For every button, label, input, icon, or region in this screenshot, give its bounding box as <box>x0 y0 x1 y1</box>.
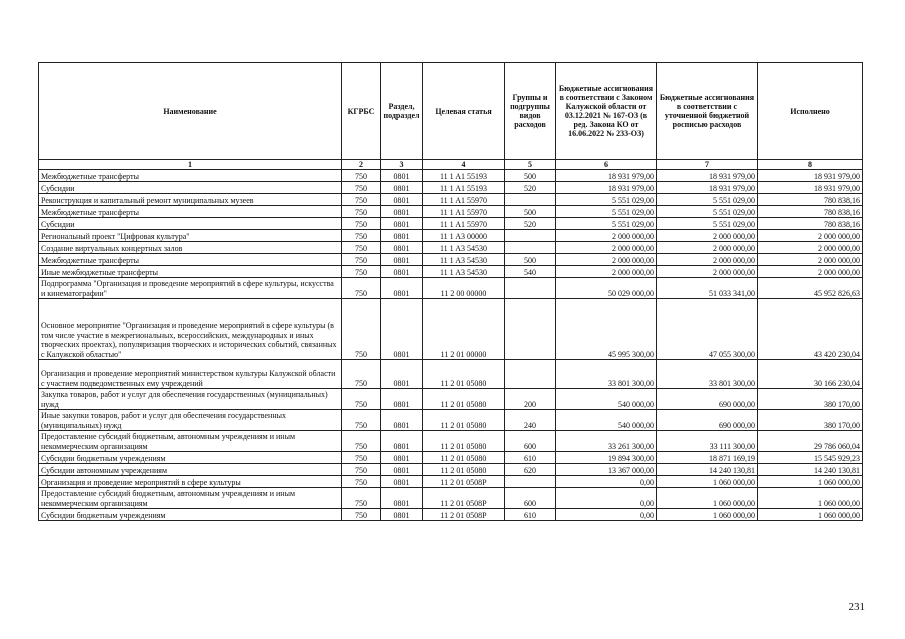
row-group: 600 <box>505 431 556 452</box>
row-executed: 2 000 000,00 <box>758 242 863 254</box>
budget-table <box>38 62 863 521</box>
row-budget: 18 931 979,00 <box>556 182 657 194</box>
row-kgrbs: 750 <box>342 242 381 254</box>
row-budget: 13 367 000,00 <box>556 464 657 476</box>
table-row <box>39 509 863 521</box>
row-name: Создание виртуальных концертных залов <box>39 242 342 254</box>
row-executed: 43 420 230,04 <box>758 299 863 360</box>
table-row <box>39 410 863 431</box>
row-executed: 2 000 000,00 <box>758 254 863 266</box>
row-refined: 2 000 000,00 <box>657 266 758 278</box>
row-executed: 380 170,00 <box>758 389 863 410</box>
row-refined: 5 551 029,00 <box>657 206 758 218</box>
row-refined: 51 033 341,00 <box>657 278 758 299</box>
row-executed: 780 838,16 <box>758 194 863 206</box>
table-row <box>39 182 863 194</box>
row-refined: 1 060 000,00 <box>657 476 758 488</box>
row-section: 0801 <box>381 254 423 266</box>
column-number: 2 <box>342 160 381 170</box>
row-group: 500 <box>505 170 556 182</box>
row-group <box>505 230 556 242</box>
row-budget: 0,00 <box>556 488 657 509</box>
row-kgrbs: 750 <box>342 218 381 230</box>
column-number: 6 <box>556 160 657 170</box>
row-kgrbs: 750 <box>342 389 381 410</box>
column-number: 7 <box>657 160 758 170</box>
row-name: Реконструкция и капитальный ремонт муниципальных музеев <box>39 194 342 206</box>
table-row <box>39 488 863 509</box>
row-kgrbs: 750 <box>342 194 381 206</box>
column-number-row <box>39 160 863 170</box>
row-group: 610 <box>505 509 556 521</box>
row-section: 0801 <box>381 266 423 278</box>
column-number: 5 <box>505 160 556 170</box>
table-row <box>39 476 863 488</box>
row-refined: 18 931 979,00 <box>657 182 758 194</box>
row-group <box>505 278 556 299</box>
row-budget: 45 995 300,00 <box>556 299 657 360</box>
row-target: 11 2 00 00000 <box>423 278 505 299</box>
row-group <box>505 242 556 254</box>
table-row <box>39 170 863 182</box>
row-section: 0801 <box>381 389 423 410</box>
header-refined: Бюджетные ассигнования в соответствии с уточненной бюджетной росписью расходов <box>657 63 758 160</box>
row-kgrbs: 750 <box>342 266 381 278</box>
header-target: Целевая статья <box>423 63 505 160</box>
row-name: Подпрограмма "Организация и проведение мероприятий в сфере культуры, искусства и кинематографии" <box>39 278 342 299</box>
header-budget: Бюджетные ассигнования в соответствии с Законом Калужской области от 03.12.2021 № 167-ОЗ (в ред. Закона КО от 16.06.2022 № 233-ОЗ) <box>556 63 657 160</box>
row-target: 11 2 01 0508Р <box>423 476 505 488</box>
row-target: 11 2 01 05080 <box>423 389 505 410</box>
row-target: 11 1 A1 55970 <box>423 206 505 218</box>
row-executed: 18 931 979,00 <box>758 182 863 194</box>
row-budget: 33 801 300,00 <box>556 360 657 389</box>
row-target: 11 1 A3 54530 <box>423 254 505 266</box>
row-name: Организация и проведение мероприятий в сфере культуры <box>39 476 342 488</box>
table-row <box>39 431 863 452</box>
row-name: Организация и проведение мероприятий министерством культуры Калужской области с участием подведомственных ему учреждений <box>39 360 342 389</box>
row-kgrbs: 750 <box>342 509 381 521</box>
table-row <box>39 230 863 242</box>
row-target: 11 1 A1 55970 <box>423 218 505 230</box>
row-group: 520 <box>505 218 556 230</box>
row-section: 0801 <box>381 194 423 206</box>
row-name: Предоставление субсидий бюджетным, автономным учреждениям и иным некоммерческим организациям <box>39 431 342 452</box>
row-executed: 15 545 929,23 <box>758 452 863 464</box>
row-group: 500 <box>505 254 556 266</box>
row-budget: 50 029 000,00 <box>556 278 657 299</box>
header-executed: Исполнено <box>758 63 863 160</box>
row-kgrbs: 750 <box>342 278 381 299</box>
row-kgrbs: 750 <box>342 360 381 389</box>
row-target: 11 2 01 05080 <box>423 464 505 476</box>
row-group <box>505 360 556 389</box>
table-row <box>39 254 863 266</box>
row-section: 0801 <box>381 182 423 194</box>
row-section: 0801 <box>381 464 423 476</box>
row-refined: 1 060 000,00 <box>657 488 758 509</box>
table-row <box>39 206 863 218</box>
table-body <box>39 170 863 521</box>
row-name: Субсидии <box>39 218 342 230</box>
row-refined: 5 551 029,00 <box>657 218 758 230</box>
row-target: 11 2 01 05080 <box>423 360 505 389</box>
budget-table-sheet <box>38 62 862 521</box>
row-kgrbs: 750 <box>342 254 381 266</box>
row-executed: 380 170,00 <box>758 410 863 431</box>
row-group: 610 <box>505 452 556 464</box>
row-budget: 2 000 000,00 <box>556 266 657 278</box>
row-executed: 1 060 000,00 <box>758 509 863 521</box>
row-executed: 45 952 826,63 <box>758 278 863 299</box>
row-name: Региональный проект "Цифровая культура" <box>39 230 342 242</box>
column-number: 8 <box>758 160 863 170</box>
row-refined: 33 111 300,00 <box>657 431 758 452</box>
row-budget: 0,00 <box>556 476 657 488</box>
table-row <box>39 218 863 230</box>
header-row <box>39 63 863 160</box>
row-executed: 14 240 130,81 <box>758 464 863 476</box>
row-refined: 18 871 169,19 <box>657 452 758 464</box>
row-executed: 1 060 000,00 <box>758 488 863 509</box>
row-kgrbs: 750 <box>342 488 381 509</box>
row-kgrbs: 750 <box>342 431 381 452</box>
column-number: 4 <box>423 160 505 170</box>
row-executed: 780 838,16 <box>758 206 863 218</box>
row-group <box>505 299 556 360</box>
row-kgrbs: 750 <box>342 230 381 242</box>
row-executed: 780 838,16 <box>758 218 863 230</box>
row-budget: 540 000,00 <box>556 410 657 431</box>
row-section: 0801 <box>381 242 423 254</box>
row-kgrbs: 750 <box>342 464 381 476</box>
row-group <box>505 194 556 206</box>
row-target: 11 1 A1 55970 <box>423 194 505 206</box>
row-budget: 2 000 000,00 <box>556 242 657 254</box>
row-budget: 19 894 300,00 <box>556 452 657 464</box>
table-row <box>39 242 863 254</box>
row-budget: 18 931 979,00 <box>556 170 657 182</box>
header-group: Группы и подгруппы видов расходов <box>505 63 556 160</box>
row-refined: 33 801 300,00 <box>657 360 758 389</box>
row-target: 11 2 01 05080 <box>423 431 505 452</box>
row-executed: 18 931 979,00 <box>758 170 863 182</box>
table-row <box>39 389 863 410</box>
table-row <box>39 278 863 299</box>
row-group <box>505 476 556 488</box>
row-section: 0801 <box>381 170 423 182</box>
row-kgrbs: 750 <box>342 452 381 464</box>
row-name: Межбюджетные трансферты <box>39 254 342 266</box>
row-refined: 690 000,00 <box>657 389 758 410</box>
row-name: Межбюджетные трансферты <box>39 170 342 182</box>
row-section: 0801 <box>381 360 423 389</box>
row-refined: 2 000 000,00 <box>657 230 758 242</box>
row-target: 11 1 A3 54530 <box>423 266 505 278</box>
row-budget: 0,00 <box>556 509 657 521</box>
row-target: 11 1 A1 55193 <box>423 170 505 182</box>
row-kgrbs: 750 <box>342 476 381 488</box>
row-name: Иные межбюджетные трансферты <box>39 266 342 278</box>
row-refined: 690 000,00 <box>657 410 758 431</box>
row-budget: 540 000,00 <box>556 389 657 410</box>
row-name: Субсидии <box>39 182 342 194</box>
row-refined: 2 000 000,00 <box>657 254 758 266</box>
row-section: 0801 <box>381 488 423 509</box>
row-section: 0801 <box>381 299 423 360</box>
row-section: 0801 <box>381 452 423 464</box>
row-budget: 2 000 000,00 <box>556 254 657 266</box>
row-target: 11 1 A3 00000 <box>423 230 505 242</box>
row-target: 11 2 01 0508Р <box>423 488 505 509</box>
row-group: 520 <box>505 182 556 194</box>
table-row <box>39 464 863 476</box>
row-name: Иные закупки товаров, работ и услуг для обеспечения государственных (муниципальных) нужд <box>39 410 342 431</box>
row-budget: 5 551 029,00 <box>556 206 657 218</box>
row-section: 0801 <box>381 476 423 488</box>
row-group: 200 <box>505 389 556 410</box>
table-row <box>39 266 863 278</box>
table-row <box>39 194 863 206</box>
row-executed: 30 166 230,04 <box>758 360 863 389</box>
row-executed: 1 060 000,00 <box>758 476 863 488</box>
row-target: 11 2 01 05080 <box>423 410 505 431</box>
table-row <box>39 452 863 464</box>
row-executed: 29 786 060,04 <box>758 431 863 452</box>
row-refined: 14 240 130,81 <box>657 464 758 476</box>
column-number: 1 <box>39 160 342 170</box>
row-section: 0801 <box>381 230 423 242</box>
row-section: 0801 <box>381 206 423 218</box>
row-refined: 2 000 000,00 <box>657 242 758 254</box>
row-name: Закупка товаров, работ и услуг для обеспечения государственных (муниципальных) нужд <box>39 389 342 410</box>
row-target: 11 1 A1 55193 <box>423 182 505 194</box>
row-budget: 2 000 000,00 <box>556 230 657 242</box>
row-kgrbs: 750 <box>342 410 381 431</box>
row-section: 0801 <box>381 431 423 452</box>
column-number: 3 <box>381 160 423 170</box>
row-refined: 18 931 979,00 <box>657 170 758 182</box>
row-budget: 5 551 029,00 <box>556 194 657 206</box>
row-kgrbs: 750 <box>342 170 381 182</box>
row-kgrbs: 750 <box>342 182 381 194</box>
row-section: 0801 <box>381 278 423 299</box>
row-section: 0801 <box>381 509 423 521</box>
row-executed: 2 000 000,00 <box>758 266 863 278</box>
page-number: 231 <box>848 601 865 613</box>
row-group: 540 <box>505 266 556 278</box>
row-group: 500 <box>505 206 556 218</box>
header-section: Раздел, подраздел <box>381 63 423 160</box>
row-group: 620 <box>505 464 556 476</box>
table-row <box>39 299 863 360</box>
row-name: Субсидии автономным учреждениям <box>39 464 342 476</box>
row-target: 11 2 01 00000 <box>423 299 505 360</box>
header-kgrbs: КГРБС <box>342 63 381 160</box>
row-executed: 2 000 000,00 <box>758 230 863 242</box>
row-name: Субсидии бюджетным учреждениям <box>39 452 342 464</box>
row-target: 11 2 01 05080 <box>423 452 505 464</box>
row-name: Предоставление субсидий бюджетным, автономным учреждениям и иным некоммерческим организациям <box>39 488 342 509</box>
row-section: 0801 <box>381 410 423 431</box>
row-refined: 1 060 000,00 <box>657 509 758 521</box>
row-kgrbs: 750 <box>342 206 381 218</box>
row-section: 0801 <box>381 218 423 230</box>
header-name: Наименование <box>39 63 342 160</box>
row-target: 11 1 A3 54530 <box>423 242 505 254</box>
row-refined: 47 055 300,00 <box>657 299 758 360</box>
row-refined: 5 551 029,00 <box>657 194 758 206</box>
row-kgrbs: 750 <box>342 299 381 360</box>
table-row <box>39 360 863 389</box>
row-name: Межбюджетные трансферты <box>39 206 342 218</box>
row-name: Основное мероприятие "Организация и проведение мероприятий в сфере культуры (в том числе участие в межрегиональных, всероссийских, международных и иных творческих проектах), популяризация творческих и исторических событий, связанных с Калужской областью" <box>39 299 342 360</box>
row-target: 11 2 01 0508Р <box>423 509 505 521</box>
row-group: 240 <box>505 410 556 431</box>
row-budget: 33 261 300,00 <box>556 431 657 452</box>
row-group: 600 <box>505 488 556 509</box>
row-budget: 5 551 029,00 <box>556 218 657 230</box>
row-name: Субсидии бюджетным учреждениям <box>39 509 342 521</box>
